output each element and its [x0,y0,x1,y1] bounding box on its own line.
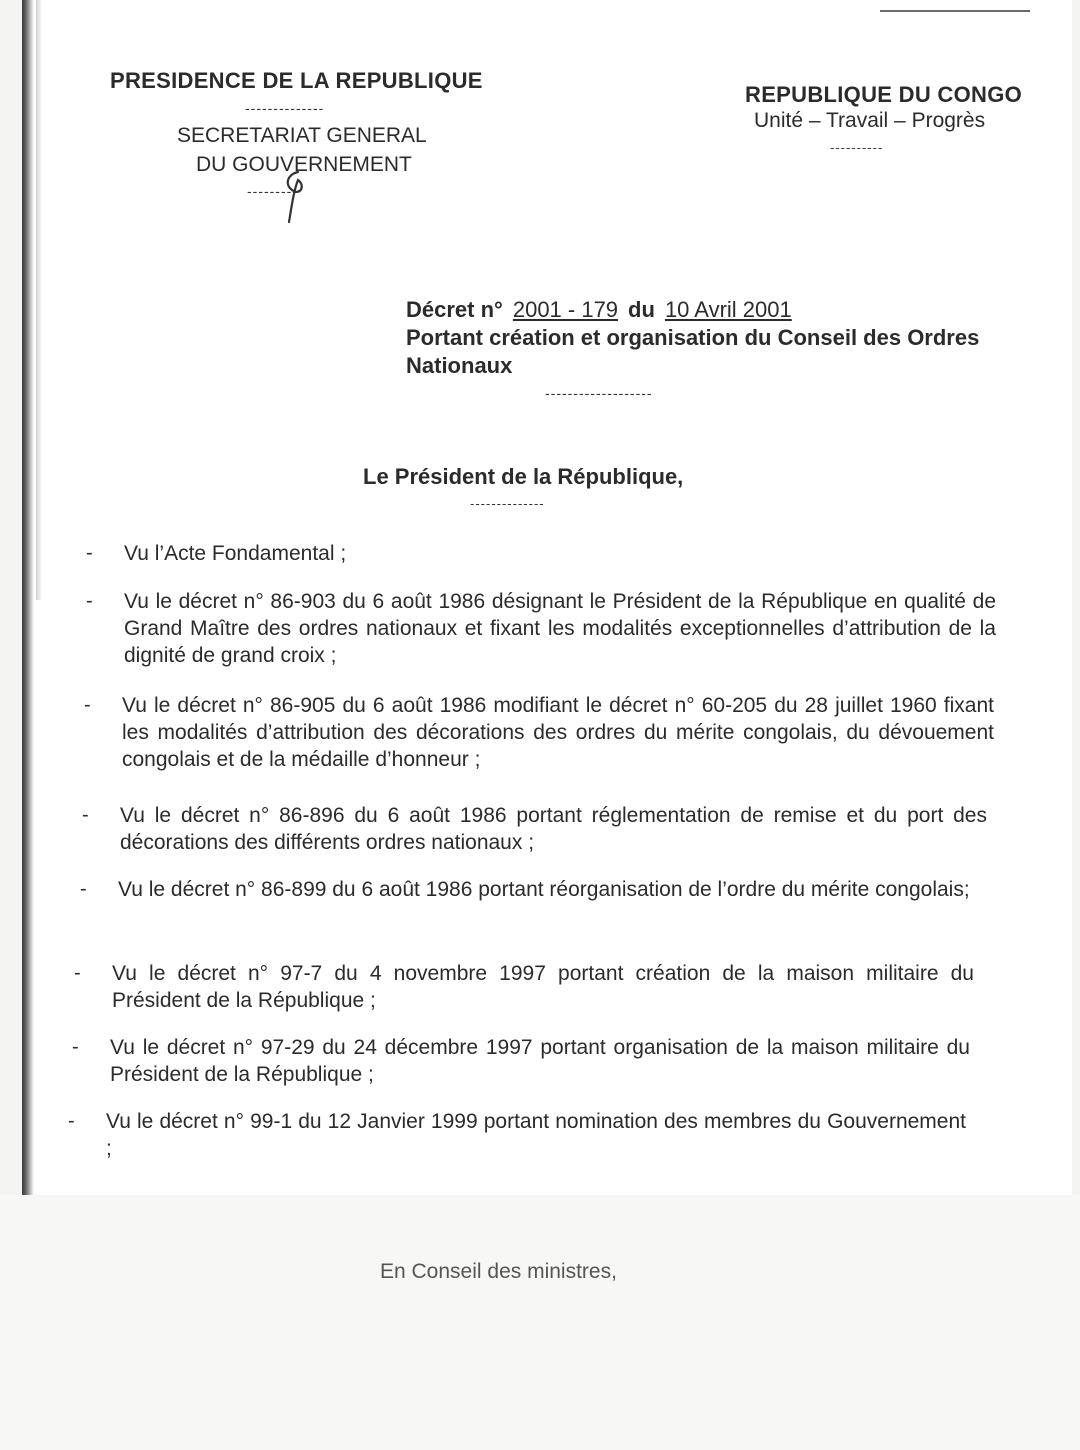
handwritten-initials-icon [280,168,310,224]
decree-du: du [628,297,655,322]
scan-edge-blur [36,0,42,600]
president-separator: -------------- [470,496,545,511]
visa-bullet: - [86,542,93,564]
visa-bullet: - [68,1110,75,1132]
visa-bullet: - [86,590,93,612]
header-secretariat-line2: DU GOUVERNEMENT [196,153,412,176]
decree-date: 10 Avril 2001 [664,297,792,322]
decree-subject: Portant création et organisation du Conseil des Ordres Nationaux [406,325,980,378]
visa-text: Vu le décret n° 86-905 du 6 août 1986 modifiant le décret n° 60-205 du 28 juillet 1960 fixant les modalités d’attribution des décorations des ordres du mérite congolais, du dévouement congolais et de la médaille d’honneur ; [122,694,994,771]
visa-item-1 [86,540,966,567]
conseil-des-ministres: En Conseil des ministres, [380,1260,617,1283]
visa-text: Vu le décret n° 99-1 du 12 Janvier 1999 portant nomination des membres du Gouvernement ; [106,1110,966,1160]
scan-edge-shadow [22,0,34,1195]
header-motto-separator: ---------- [830,140,884,155]
visa-text: Vu le décret n° 86-899 du 6 août 1986 portant réorganisation de l’ordre du mérite congolais; [118,878,970,901]
scan-top-mark [880,10,1030,12]
header-republique: REPUBLIQUE DU CONGO [745,82,1023,107]
decree-separator: ------------------- [545,385,653,401]
visa-item-8 [68,1108,966,1162]
visa-text: Vu l’Acte Fondamental ; [124,542,347,565]
decree-title [406,296,1006,380]
visa-item-5 [80,876,982,903]
visa-item-2 [86,588,996,669]
visa-item-6 [74,960,974,1014]
header-separator: -------------- [245,100,325,116]
visa-text: Vu le décret n° 97-7 du 4 novembre 1997 portant création de la maison militaire du Président de la République ; [112,962,974,1012]
header-presidence: PRESIDENCE DE LA REPUBLIQUE [110,68,483,93]
visa-item-3 [84,692,994,773]
president-heading: Le Président de la République, [363,464,684,489]
visa-text: Vu le décret n° 97-29 du 24 décembre 1997 portant organisation de la maison militaire du Président de la République ; [110,1036,970,1086]
decree-prefix: Décret n° [406,297,503,322]
visa-bullet: - [82,804,89,826]
visa-bullet: - [74,962,81,984]
header-secretariat-line1: SECRETARIAT GENERAL [177,124,427,147]
visa-text: Vu le décret n° 86-896 du 6 août 1986 portant réglementation de remise et du port des décorations des différents ordres nationaux ; [120,804,987,854]
visa-text: Vu le décret n° 86-903 du 6 août 1986 désignant le Président de la République en qualité de Grand Maître des ordres nationaux et fixant les modalités exceptionnelles d’attribution de la dignité de grand croix ; [124,590,996,667]
visa-bullet: - [72,1036,79,1058]
header-initials-separator: --------- [247,183,298,199]
header-motto: Unité – Travail – Progrès [754,109,986,132]
visa-bullet: - [84,694,91,716]
blank-margin [0,1195,1080,1450]
visa-item-7 [72,1034,970,1088]
decree-number: 2001 - 179 [512,297,619,322]
visa-item-4 [82,802,987,856]
visa-bullet: - [80,878,87,900]
